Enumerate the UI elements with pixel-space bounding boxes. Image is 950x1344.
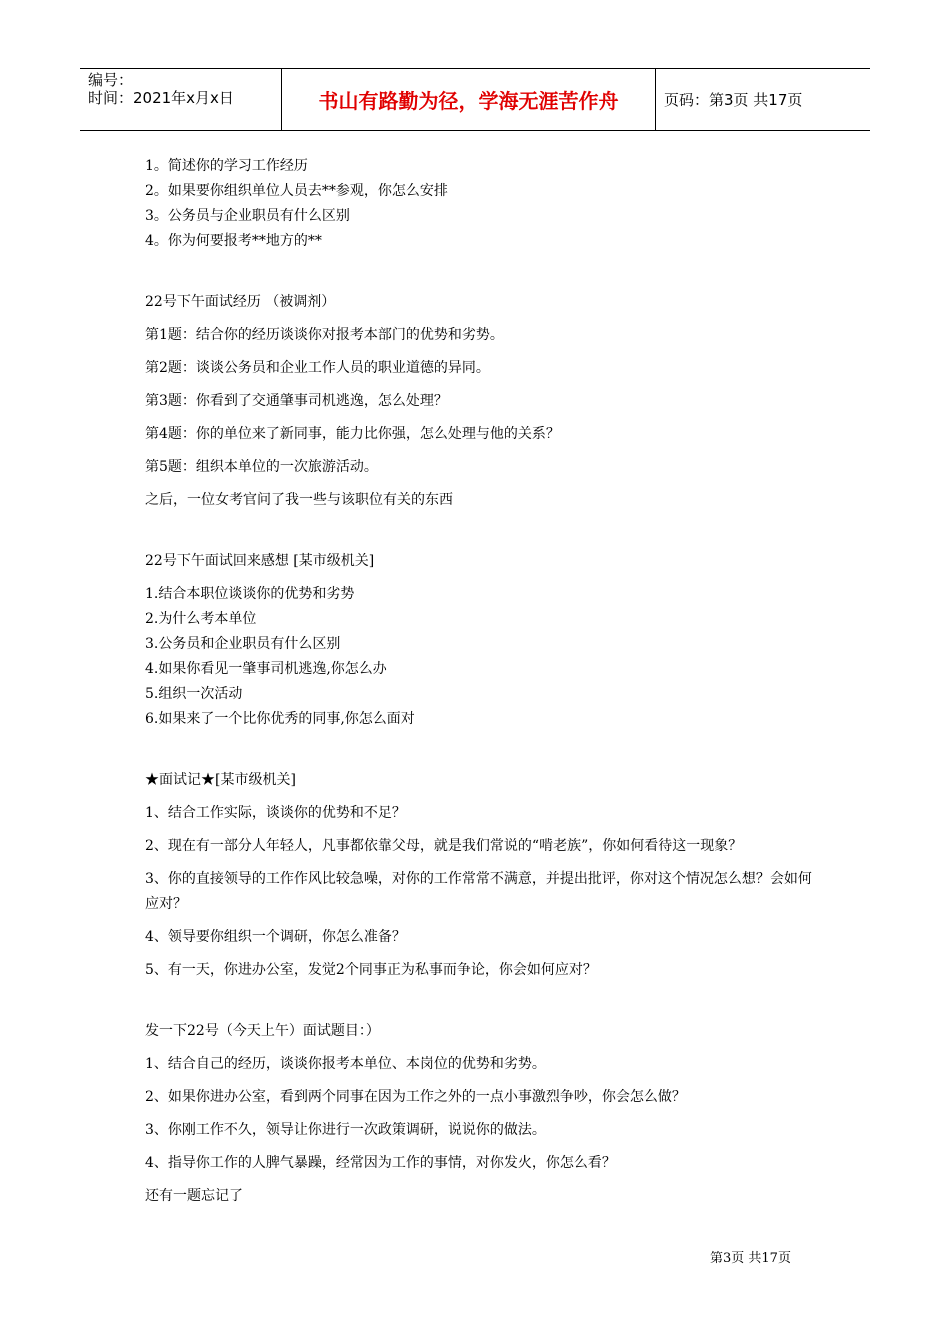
list-item: 2、如果你进办公室，看到两个同事在因为工作之外的一点小事激烈争吵，你会怎么做？	[145, 1089, 686, 1105]
list-item: 1、结合自己的经历，谈谈你报考本单位、本岗位的优势和劣势。	[145, 1056, 546, 1072]
list-item: 第5题：组织本单位的一次旅游活动。	[145, 459, 378, 475]
doc-number-label: 编号：	[88, 71, 134, 89]
list-item: 第2题：谈谈公务员和企业工作人员的职业道德的异同。	[145, 360, 490, 376]
doc-time-label: 时间：2021年x月x日	[88, 89, 234, 107]
list-item: 第4题：你的单位来了新同事，能力比你强，怎么处理与他的关系？	[145, 426, 560, 442]
list-item: 6.如果来了一个比你优秀的同事,你怎么面对	[145, 711, 415, 727]
list-item: 4。你为何要报考**地方的**	[145, 233, 322, 249]
list-item: 第1题：结合你的经历谈谈你对报考本部门的优势和劣势。	[145, 327, 504, 343]
page-header	[80, 68, 870, 131]
list-item: 1.结合本职位谈谈你的优势和劣势	[145, 586, 355, 602]
list-item: 还有一题忘记了	[145, 1188, 243, 1204]
list-item: 5、有一天，你进办公室，发觉2个同事正为私事而争论，你会如何应对？	[145, 962, 597, 978]
section-title: 22号下午面试回来感想 [某市级机关]	[145, 553, 375, 569]
page-footer: 第3页 共17页	[710, 1251, 791, 1266]
list-item: 3。公务员与企业职员有什么区别	[145, 208, 350, 224]
list-item: 4.如果你看见一肇事司机逃逸,你怎么办	[145, 661, 387, 677]
header-meta	[88, 71, 234, 107]
header-motto: 书山有路勤为径，学海无涯苦作舟	[318, 89, 619, 113]
list-item: 2、现在有一部分人年轻人，凡事都依靠父母，就是我们常说的“啃老族”，你如何看待这一现象？	[145, 838, 743, 854]
document-body	[145, 154, 815, 1209]
list-item: 3、你刚工作不久，领导让你进行一次政策调研，说说你的做法。	[145, 1122, 546, 1138]
list-item: 4、领导要你组织一个调研，你怎么准备？	[145, 929, 406, 945]
list-item: 5.组织一次活动	[145, 686, 243, 702]
header-page-label: 页码：第3页 共17页	[664, 91, 803, 109]
list-item: 2。如果要你组织单位人员去**参观，你怎么安排	[145, 183, 448, 199]
list-item: 之后，一位女考官问了我一些与该职位有关的东西	[145, 492, 453, 508]
section-title: ★面试记★[某市级机关]	[145, 772, 296, 788]
header-divider	[655, 69, 656, 130]
list-item: 4、指导你工作的人脾气暴躁，经常因为工作的事情，对你发火，你怎么看？	[145, 1155, 616, 1171]
list-item: 2.为什么考本单位	[145, 611, 257, 627]
list-item: 1。简述你的学习工作经历	[145, 158, 308, 174]
list-item: 1、结合工作实际，谈谈你的优势和不足？	[145, 805, 406, 821]
list-item: 第3题：你看到了交通肇事司机逃逸，怎么处理？	[145, 393, 448, 409]
list-item: 3、你的直接领导的工作作风比较急噪，对你的工作常常不满意，并提出批评，你对这个情况怎么想？会如何应对？	[145, 871, 812, 912]
section-title: 发一下22号（今天上午）面试题目：）	[145, 1023, 380, 1039]
list-item: 3.公务员和企业职员有什么区别	[145, 636, 341, 652]
section-title: 22号下午面试经历 （被调剂）	[145, 294, 336, 310]
